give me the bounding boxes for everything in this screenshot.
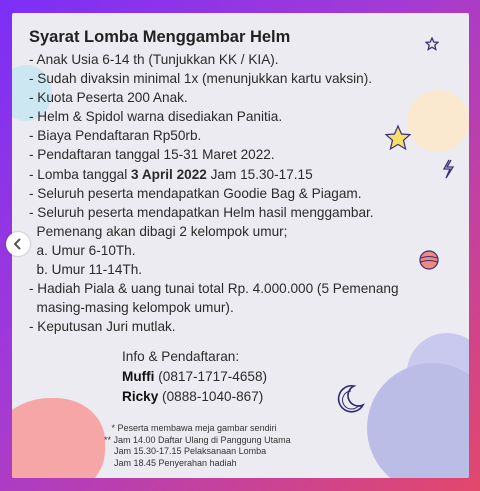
contact-info [122,347,267,407]
requirement-line: - Pendaftaran tanggal 15-31 Maret 2022. [29,147,275,163]
peach-blob [407,90,469,152]
contact-heading: Info & Pendaftaran: [122,349,240,364]
poster-card [12,13,469,478]
event-date: 3 April 2022 [131,166,207,182]
requirement-line: - Helm & Spidol warna disediakan Panitia. [29,109,283,125]
star-icon [384,124,412,152]
requirement-line: a. Umur 6-10Th. [29,242,136,258]
requirement-line: Pemenang akan dibagi 2 kelompok umur; [29,223,288,239]
requirement-line: masing-masing kelompok umur). [29,300,234,316]
requirement-line: b. Umur 11-14Th. [29,262,143,278]
contact-line: Muffi (0817-1717-4658) [122,369,268,384]
footnotes: * Peserta membawa meja gambar sendiri ** Jam 14.00 Daftar Ulang di Panggung Utama Jam 15.30-17.15 Pelaksanaan Lomba Jam 18.45 Penyerahan hadiah [104,423,291,468]
moon-icon [334,383,366,415]
pink-blob [12,398,105,478]
chevron-left-icon [6,232,30,256]
requirement-line: - Kuota Peserta 200 Anak. [29,90,188,106]
star-outline-icon [425,37,439,51]
requirements-list [29,50,399,336]
requirement-line: - Keputusan Juri mutlak. [29,319,176,335]
requirement-line: - Seluruh peserta mendapatkan Goodie Bag & Piagam. [29,185,362,201]
requirement-line: - Seluruh peserta mendapatkan Helm hasil menggambar. [29,204,374,220]
planet-icon [418,249,440,271]
requirement-line: - Lomba tanggal 3 April 2022 Jam 15.30-17.15 [29,166,313,182]
requirement-line: - Biaya Pendaftaran Rp50rb. [29,128,202,144]
contact-line: Ricky (0888-1040-867) [122,389,264,404]
previous-button[interactable] [6,232,30,256]
lightning-icon [440,159,456,179]
requirement-line: - Hadiah Piala & uang tunai total Rp. 4.000.000 (5 Pemenang [29,281,399,297]
purple-blob [367,363,469,478]
poster-title: Syarat Lomba Menggambar Helm [29,28,291,46]
requirement-line: - Sudah divaksin minimal 1x (menunjukkan kartu vaksin). [29,71,373,87]
requirement-line: - Anak Usia 6-14 th (Tunjukkan KK / KIA). [29,52,279,67]
